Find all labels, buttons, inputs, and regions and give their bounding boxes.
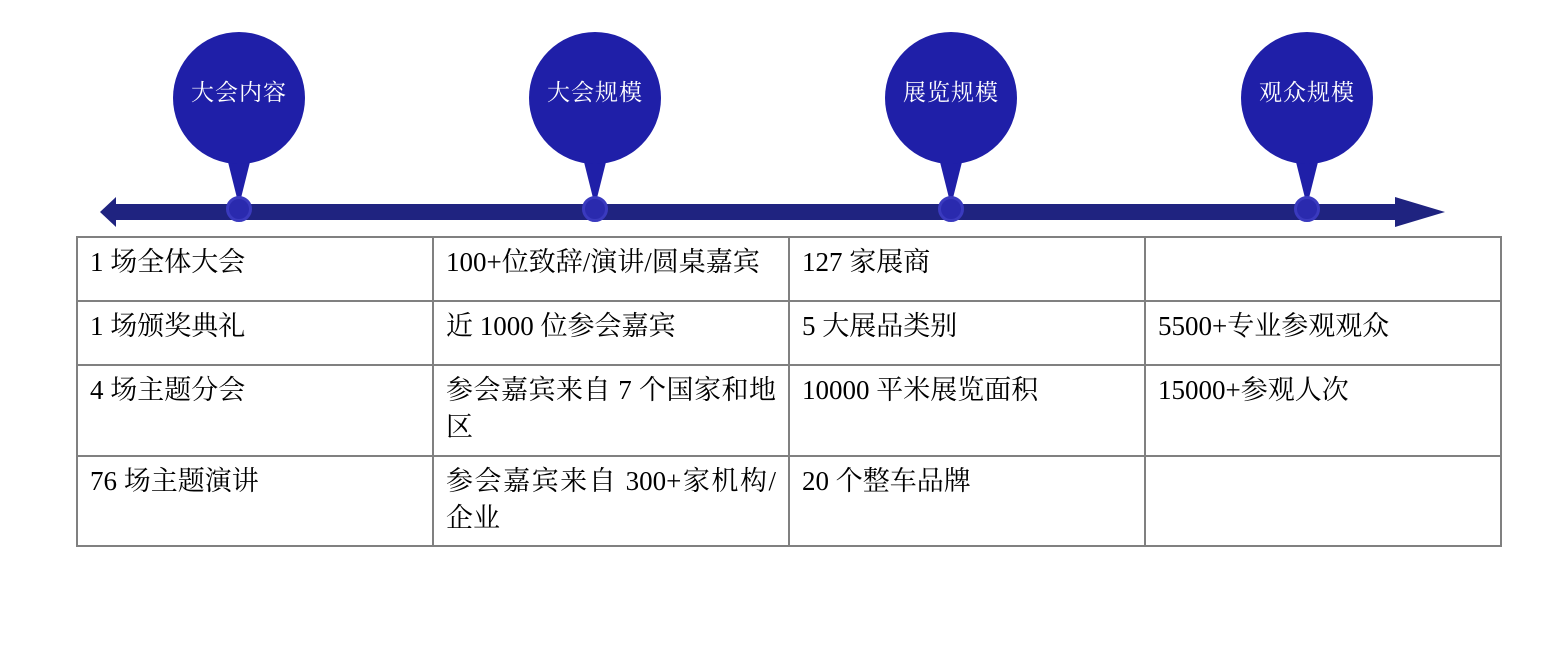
cell-scale-4: 参会嘉宾来自 300+家机构/企业 bbox=[433, 456, 789, 547]
cell-content-3: 4 场主题分会 bbox=[77, 365, 433, 456]
timeline-pin-1-label: 大会内容 bbox=[191, 80, 287, 105]
cell-audience-1 bbox=[1145, 237, 1501, 301]
timeline-pin-2[interactable] bbox=[529, 32, 661, 210]
timeline-pin-4[interactable] bbox=[1241, 32, 1373, 210]
cell-scale-2: 近 1000 位参会嘉宾 bbox=[433, 301, 789, 365]
arrow-head-icon bbox=[1395, 197, 1445, 227]
timeline-pin-1[interactable] bbox=[173, 32, 305, 210]
statistics-table bbox=[76, 236, 1502, 547]
cell-audience-2: 5500+专业参观观众 bbox=[1145, 301, 1501, 365]
table-row bbox=[77, 365, 1501, 456]
cell-exhibition-4: 20 个整车品牌 bbox=[789, 456, 1145, 547]
table-row bbox=[77, 301, 1501, 365]
timeline-node-dot-1 bbox=[226, 196, 252, 222]
cell-exhibition-1: 127 家展商 bbox=[789, 237, 1145, 301]
cell-content-4: 76 场主题演讲 bbox=[77, 456, 433, 547]
table-row bbox=[77, 456, 1501, 547]
cell-audience-3: 15000+参观人次 bbox=[1145, 365, 1501, 456]
timeline-arrow bbox=[100, 196, 1445, 228]
cell-exhibition-2: 5 大展品类别 bbox=[789, 301, 1145, 365]
timeline-pin-4-label: 观众规模 bbox=[1259, 80, 1355, 105]
timeline-pin-3-label: 展览规模 bbox=[903, 80, 999, 105]
cell-content-1: 1 场全体大会 bbox=[77, 237, 433, 301]
cell-content-2: 1 场颁奖典礼 bbox=[77, 301, 433, 365]
timeline-pin-2-label: 大会规模 bbox=[547, 80, 643, 105]
timeline-node-dot-2 bbox=[582, 196, 608, 222]
arrow-body bbox=[112, 204, 1402, 220]
cell-exhibition-3: 10000 平米展览面积 bbox=[789, 365, 1145, 456]
table-row bbox=[77, 237, 1501, 301]
cell-audience-4 bbox=[1145, 456, 1501, 547]
timeline-node-dot-4 bbox=[1294, 196, 1320, 222]
cell-scale-3: 参会嘉宾来自 7 个国家和地区 bbox=[433, 365, 789, 456]
cell-scale-1: 100+位致辞/演讲/圆桌嘉宾 bbox=[433, 237, 789, 301]
timeline-pin-3[interactable] bbox=[885, 32, 1017, 210]
timeline-area bbox=[0, 0, 1555, 232]
timeline-node-dot-3 bbox=[938, 196, 964, 222]
